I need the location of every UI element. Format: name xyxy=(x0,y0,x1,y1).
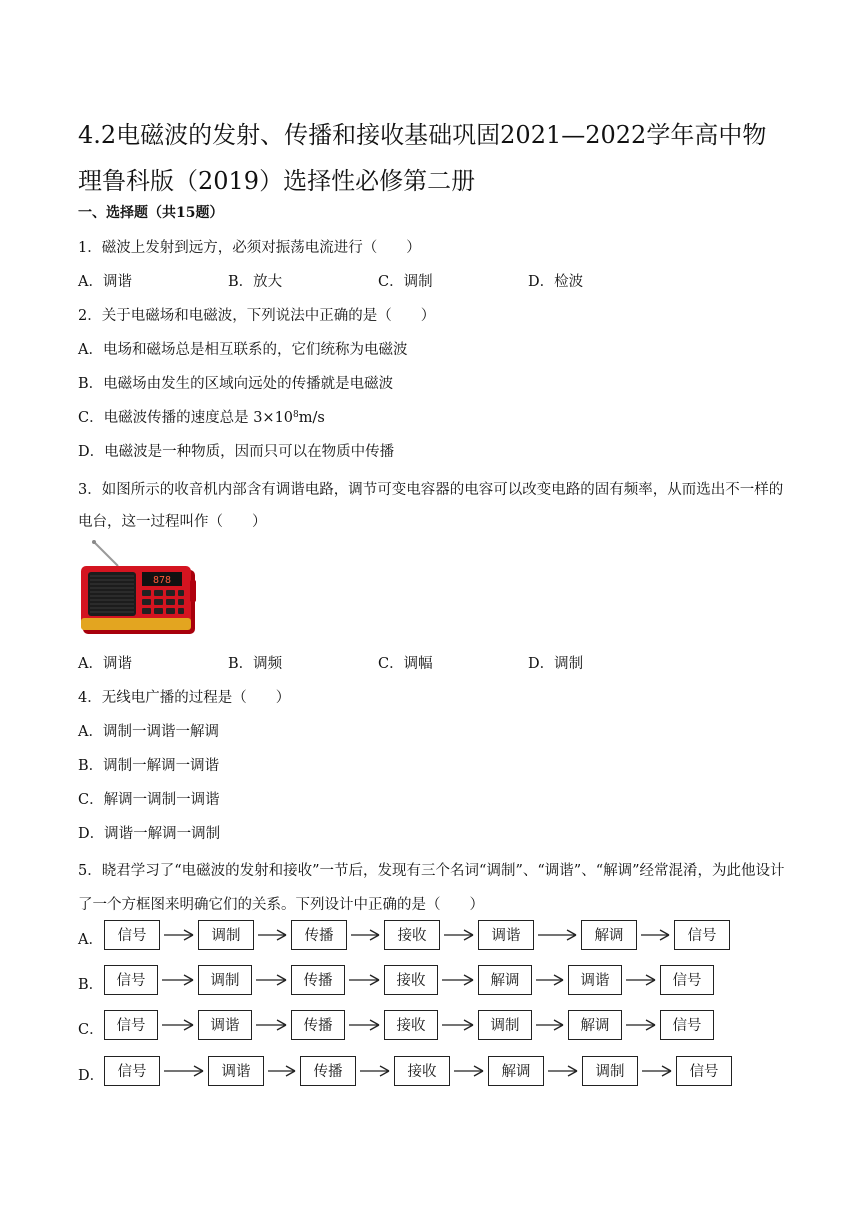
option-letter: C． xyxy=(78,1022,104,1038)
flow-diagram-option-d[interactable] xyxy=(78,1056,758,1090)
arrow-right-icon xyxy=(642,1056,672,1086)
option-a[interactable]: A．电场和磁场总是相互联系的，它们统称为电磁波 xyxy=(78,342,408,358)
option-b[interactable]: B．电磁场由发生的区域向远处的传播就是电磁波 xyxy=(78,376,394,392)
option-letter: B． xyxy=(78,977,104,993)
flow-box: 接收 xyxy=(384,965,438,995)
unit: m/s xyxy=(298,410,325,426)
question-1-stem: 1．磁波上发射到远方，必须对振荡电流进行（ ） xyxy=(78,240,421,256)
flow-box: 解调 xyxy=(568,1010,622,1040)
option-b[interactable]: B．放大 xyxy=(228,274,283,290)
flow-box: 信号 xyxy=(660,1010,714,1040)
flow-box: 传播 xyxy=(291,965,345,995)
flow-box: 调制 xyxy=(198,965,252,995)
radio-display: 878 xyxy=(152,575,172,586)
arrow-right-icon xyxy=(454,1056,484,1086)
option-d[interactable]: D．检波 xyxy=(528,274,584,290)
flow-box: 解调 xyxy=(488,1056,544,1086)
flow-box: 接收 xyxy=(394,1056,450,1086)
flow-box: 解调 xyxy=(581,920,637,950)
arrow-right-icon xyxy=(442,965,474,995)
flow-box: 调谐 xyxy=(478,920,534,950)
arrow-right-icon xyxy=(349,1010,380,1040)
arrow-right-icon xyxy=(626,965,656,995)
question-5-stem: 5．晓君学习了“电磁波的发射和接收”一节后，发现有三个名词“调制”、“调谐”、“解调”经常混淆，为此他设计了一个方框图来明确它们的关系。下列设计中正确的是（ ） xyxy=(78,863,785,913)
section-heading: 一、选择题（共15题） xyxy=(78,205,224,221)
flow-box: 接收 xyxy=(384,920,440,950)
flow-box: 调谐 xyxy=(568,965,622,995)
arrow-right-icon xyxy=(444,920,474,950)
flow-box: 信号 xyxy=(104,920,160,950)
arrow-right-icon xyxy=(641,920,670,950)
option-a[interactable]: A．调谐 xyxy=(78,656,132,672)
question-3-stem: 3．如图所示的收音机内部含有调谐电路，调节可变电容器的电容可以改变电路的固有频率，从而选出不一样的电台，这一过程叫作（ ） xyxy=(78,482,784,530)
flow-box: 调谐 xyxy=(208,1056,264,1086)
arrow-right-icon xyxy=(256,1010,287,1040)
flow-box: 调制 xyxy=(198,920,254,950)
flow-box: 信号 xyxy=(660,965,714,995)
arrow-right-icon xyxy=(536,1010,564,1040)
flow-diagram-option-c[interactable] xyxy=(78,1010,758,1044)
arrow-right-icon xyxy=(268,1056,296,1086)
arrow-right-icon xyxy=(164,920,194,950)
flow-box: 信号 xyxy=(674,920,730,950)
question-2-stem: 2．关于电磁场和电磁波，下列说法中正确的是（ ） xyxy=(78,308,436,324)
arrow-right-icon xyxy=(258,920,287,950)
option-c[interactable] xyxy=(78,406,325,427)
option-a[interactable]: A．调制一调谐一解调 xyxy=(78,724,219,740)
flow-box: 信号 xyxy=(676,1056,732,1086)
flow-box: 接收 xyxy=(384,1010,438,1040)
option-c[interactable]: C．调幅 xyxy=(378,656,433,672)
page-title: 4.2电磁波的发射、传播和接收基础巩固2021—2022学年高中物理鲁科版（2019）选择性必修第二册 xyxy=(78,121,767,195)
option-b[interactable]: B．调制一解调一调谐 xyxy=(78,758,220,774)
option-c[interactable]: C．解调一调制一调谐 xyxy=(78,792,220,808)
flow-box: 解调 xyxy=(478,965,532,995)
flow-box: 调谐 xyxy=(198,1010,252,1040)
question-1-options xyxy=(78,270,778,290)
exponent: 8 xyxy=(293,410,299,420)
arrow-right-icon xyxy=(351,920,380,950)
flow-diagram-option-a[interactable] xyxy=(78,920,758,954)
arrow-right-icon xyxy=(538,920,577,950)
flow-box: 传播 xyxy=(291,1010,345,1040)
flow-box: 传播 xyxy=(291,920,347,950)
option-c-text: C．电磁波传播的速度总是 3×10 xyxy=(78,410,294,426)
arrow-right-icon xyxy=(548,1056,578,1086)
flow-box: 信号 xyxy=(104,1010,158,1040)
question-4-stem: 4．无线电广播的过程是（ ） xyxy=(78,690,291,706)
option-a[interactable]: A．调谐 xyxy=(78,274,132,290)
arrow-right-icon xyxy=(164,1056,204,1086)
option-b[interactable]: B．调频 xyxy=(228,656,283,672)
flow-box: 调制 xyxy=(582,1056,638,1086)
arrow-right-icon xyxy=(626,1010,656,1040)
flow-box: 信号 xyxy=(104,965,158,995)
flow-box: 信号 xyxy=(104,1056,160,1086)
option-d[interactable]: D．电磁波是一种物质，因而只可以在物质中传播 xyxy=(78,444,395,460)
option-c[interactable]: C．调制 xyxy=(378,274,433,290)
arrow-right-icon xyxy=(536,965,564,995)
arrow-right-icon xyxy=(442,1010,474,1040)
arrow-right-icon xyxy=(360,1056,390,1086)
arrow-right-icon xyxy=(162,965,194,995)
flow-diagram-option-b[interactable] xyxy=(78,965,758,999)
question-3-options xyxy=(78,652,778,672)
option-letter: D． xyxy=(78,1068,105,1084)
flow-box: 传播 xyxy=(300,1056,356,1086)
arrow-right-icon xyxy=(256,965,287,995)
option-letter: A． xyxy=(78,932,103,948)
option-d[interactable]: D．调制 xyxy=(528,656,584,672)
option-d[interactable]: D．调谐一解调一调制 xyxy=(78,826,221,842)
arrow-right-icon xyxy=(349,965,380,995)
radio-image xyxy=(78,536,200,636)
arrow-right-icon xyxy=(162,1010,194,1040)
flow-box: 调制 xyxy=(478,1010,532,1040)
